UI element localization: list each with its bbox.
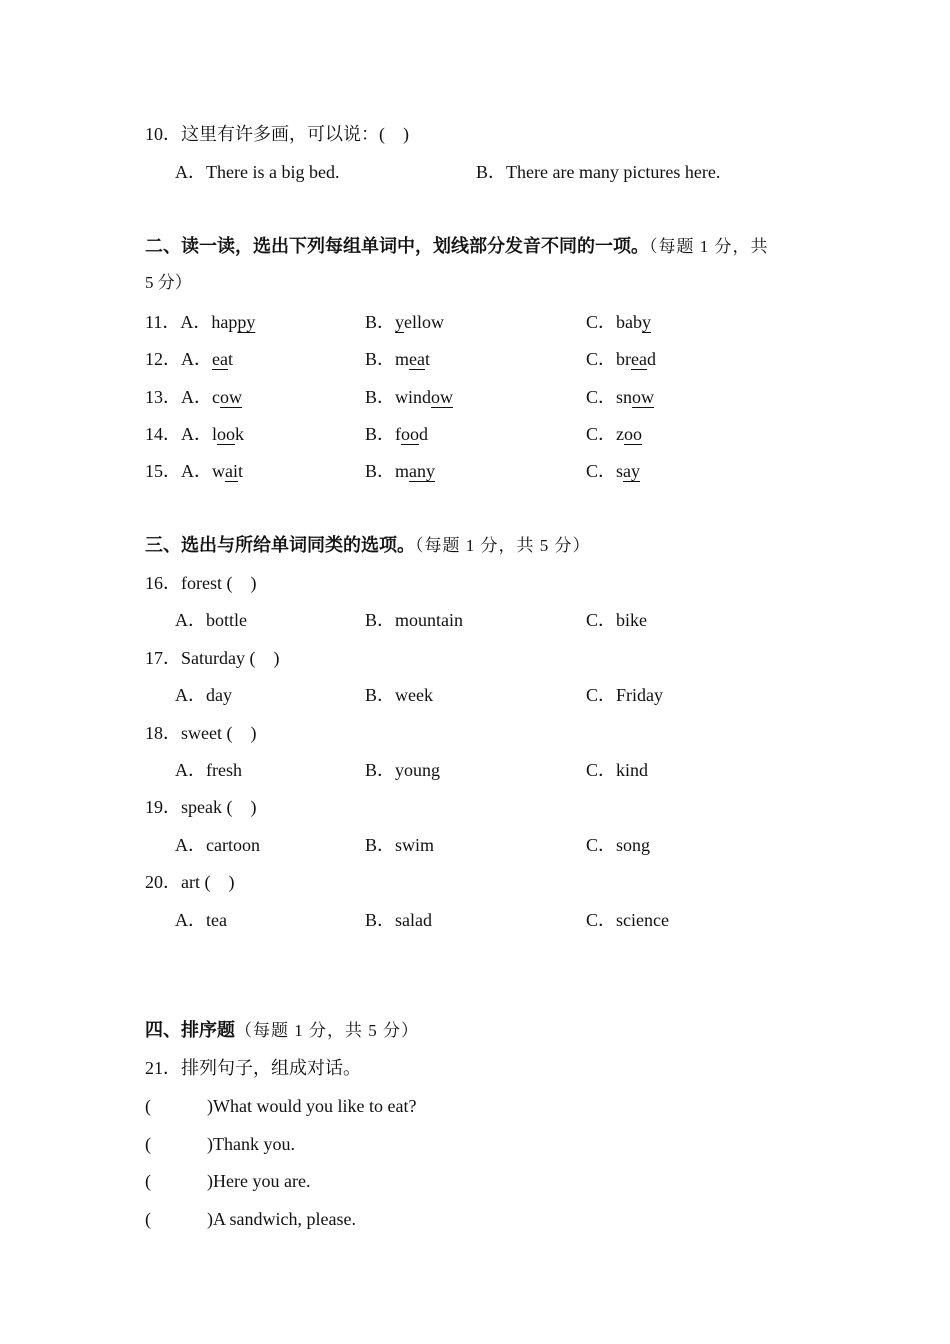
order-bracket-open: ( <box>145 1096 151 1116</box>
section3-option-c: C．kind <box>586 760 649 780</box>
word-b <box>395 387 453 407</box>
word-a <box>212 461 243 481</box>
word-a-underlined: ow <box>220 387 242 407</box>
option-label: B． <box>365 312 396 332</box>
word-c-post: d <box>647 349 656 369</box>
word-a-underlined: ai <box>225 461 238 481</box>
section3-option-b: B．young <box>365 760 441 780</box>
word-b-pre: f <box>395 424 402 444</box>
section3-option-b: B．swim <box>365 834 435 855</box>
section2-option-b <box>365 310 444 334</box>
q10-option-a: A．There is a big bed. <box>175 162 340 182</box>
word-a-pre: hap <box>211 312 238 332</box>
word-a-underlined: oo <box>217 424 236 444</box>
word-b <box>395 424 428 444</box>
word-c-underlined: ow <box>632 387 655 407</box>
section3-question-stem: 17．Saturday ( ) <box>145 647 280 668</box>
word-a <box>212 349 233 369</box>
section3-option-c: C．song <box>586 834 651 855</box>
word-c-underlined: y <box>642 312 652 332</box>
question-number: 15．A． <box>145 461 212 481</box>
word-a-pre: l <box>212 424 218 444</box>
question-number: 14．A． <box>145 424 212 444</box>
section3-option-a: A．tea <box>175 909 227 930</box>
section2-option-b <box>365 385 453 409</box>
section4-title: 四、排序题 <box>145 1020 235 1040</box>
order-bracket-open: ( <box>145 1171 151 1191</box>
word-c <box>616 312 651 332</box>
section3-option-b: B．mountain <box>365 610 463 631</box>
option-label: B． <box>365 349 396 369</box>
section2-option-c <box>586 385 654 409</box>
option-label: C． <box>586 461 617 481</box>
section2-option-a <box>145 310 255 334</box>
word-a-pre: w <box>212 461 225 481</box>
word-c-underlined: ea <box>631 349 647 369</box>
section2-note: （每题 1 分，共 <box>649 237 769 256</box>
word-c <box>616 424 642 444</box>
dialogue-sentence: )Thank you. <box>207 1133 295 1154</box>
order-bracket-open: ( <box>145 1133 151 1154</box>
section3-question-stem: 19．speak ( ) <box>145 797 257 818</box>
word-a <box>211 312 255 332</box>
q10-stem: 10．这里有许多画，可以说：( ) <box>145 124 409 144</box>
section3-question-stem: 16．forest ( ) <box>145 573 257 593</box>
section3-title: 三、选出与所给单词同类的选项。 <box>145 535 415 555</box>
word-a-underlined: ea <box>212 349 228 369</box>
section2-option-b <box>365 459 435 483</box>
option-label: C． <box>586 424 617 444</box>
section2-option-c <box>586 310 651 334</box>
word-b-underlined: y <box>395 312 405 332</box>
section2-option-c <box>586 459 640 483</box>
word-b-underlined: ea <box>409 349 426 369</box>
word-b <box>395 349 430 369</box>
question-number: 13．A． <box>145 387 212 407</box>
q21-stem: 21．排列句子，组成对话。 <box>145 1058 361 1078</box>
word-a-post: k <box>235 424 245 444</box>
option-label: B． <box>365 461 396 481</box>
section2-option-a <box>145 422 244 446</box>
word-c-pre: br <box>616 349 632 369</box>
section3-question-stem: 20．art ( ) <box>145 872 235 893</box>
section2-option-a <box>145 459 243 483</box>
word-a-pre: c <box>212 387 220 407</box>
dialogue-sentence: )What would you like to eat? <box>207 1096 417 1116</box>
word-a <box>212 387 242 407</box>
word-c-underlined: ay <box>623 461 641 481</box>
word-b-pre: m <box>395 461 410 481</box>
word-b-pre: wind <box>395 387 432 407</box>
section2-title: 二、读一读，选出下列每组单词中，划线部分发音不同的一项。 <box>145 236 649 256</box>
option-label: B． <box>365 424 396 444</box>
word-c-pre: s <box>616 461 624 481</box>
section3-option-c: C．Friday <box>586 685 664 706</box>
word-a-post: t <box>238 461 244 481</box>
word-a <box>212 424 244 444</box>
word-c-pre: z <box>616 424 625 444</box>
word-b-post: ellow <box>404 312 445 332</box>
word-c-pre: bab <box>616 312 643 332</box>
word-b-post: d <box>419 424 429 444</box>
word-b-post: t <box>425 349 431 369</box>
order-bracket-open: ( <box>145 1208 151 1229</box>
section3-question-stem: 18．sweet ( ) <box>145 722 257 743</box>
section2-option-a <box>145 385 242 409</box>
word-b-underlined: any <box>409 461 436 481</box>
section3-option-a: A．cartoon <box>175 834 260 855</box>
word-c-underlined: oo <box>624 424 643 444</box>
word-c-pre: sn <box>616 387 633 407</box>
section2-option-b <box>365 347 430 371</box>
option-label: C． <box>586 349 617 369</box>
dialogue-sentence: )Here you are. <box>207 1171 311 1191</box>
word-c <box>616 349 656 369</box>
section3-option-a: A．fresh <box>175 760 242 780</box>
section4-heading <box>145 1018 419 1043</box>
section3-option-c: C．bike <box>586 610 647 631</box>
option-label: C． <box>586 387 617 407</box>
option-label: B． <box>365 387 396 407</box>
section2-option-b <box>365 422 428 446</box>
section3-option-b: B．week <box>365 685 433 706</box>
section4-note: （每题 1 分，共 5 分） <box>235 1021 419 1040</box>
section2-option-a <box>145 347 233 371</box>
q10-option-b: B．There are many pictures here. <box>476 162 721 182</box>
section2-note-cont: 5 分） <box>145 273 192 292</box>
section3-heading <box>145 533 591 558</box>
word-b-pre: m <box>395 349 410 369</box>
section3-note: （每题 1 分，共 5 分） <box>415 536 591 555</box>
section3-option-c: C．science <box>586 909 669 930</box>
word-b-underlined: ow <box>431 387 454 407</box>
word-c <box>616 461 640 481</box>
section2-heading <box>145 234 769 259</box>
question-number: 12．A． <box>145 349 212 369</box>
word-b-underlined: oo <box>401 424 420 444</box>
word-b <box>395 312 444 332</box>
dialogue-sentence: )A sandwich, please. <box>207 1208 356 1229</box>
word-a-post: t <box>227 349 233 369</box>
section3-option-a: A．bottle <box>175 610 247 631</box>
section3-option-b: B．salad <box>365 909 432 930</box>
word-b <box>395 461 435 481</box>
word-a-underlined: py <box>237 312 256 332</box>
option-label: C． <box>586 312 617 332</box>
section3-option-a: A．day <box>175 685 232 706</box>
section2-option-c <box>586 347 656 371</box>
section2-option-c <box>586 422 642 446</box>
word-c <box>616 387 654 407</box>
question-number: 11．A． <box>145 312 212 332</box>
